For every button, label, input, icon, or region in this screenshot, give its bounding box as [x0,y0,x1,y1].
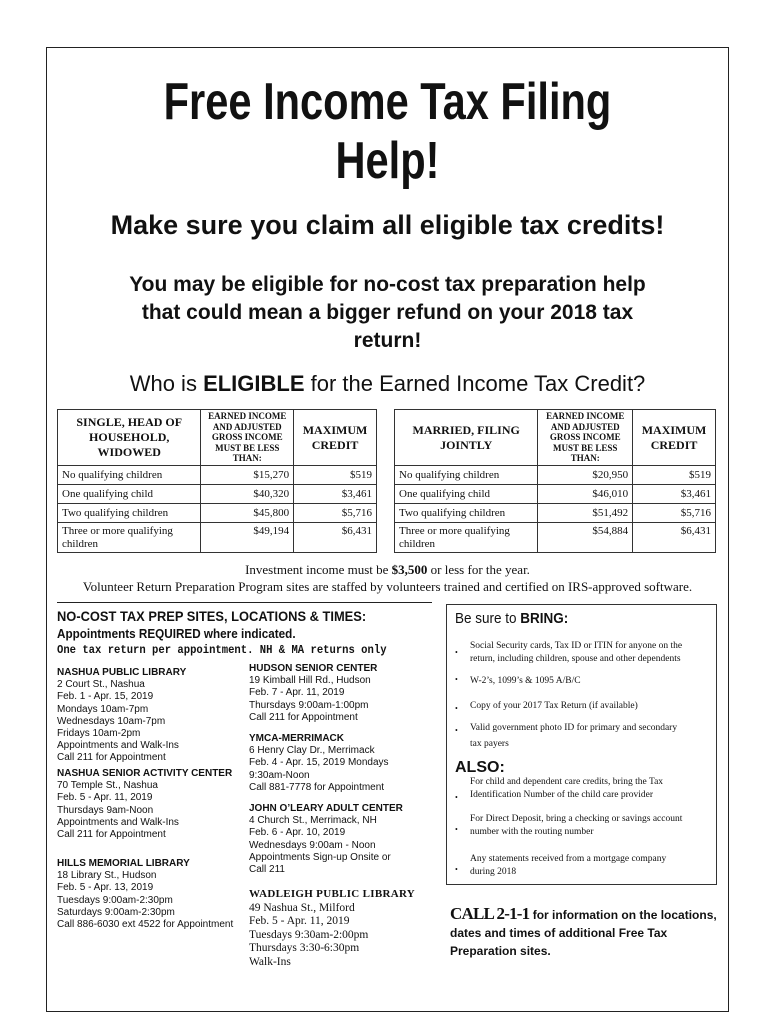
site-dates: Feb. 4 - Apr. 15, 2019 Mondays [249,757,389,769]
intro-line-2: that could mean a bigger refund on your 2018 tax [141,301,634,324]
bullet-icon: • [455,704,458,713]
site-ymca-merrimack [249,733,389,794]
site-hours: Thursdays 3:30-6:30pm [249,942,360,955]
header-filing-status: MARRIED, FILING JOINTLY [395,410,538,466]
row-label: No qualifying children [395,466,538,485]
site-address: 18 Library St., Hudson [57,870,157,882]
table-row [58,504,377,523]
volunteer-note: Volunteer Return Preparation Program sites are staffed by volunteers trained and certified on IRS-approved software. [82,579,693,594]
bullet-icon: • [455,726,458,735]
site-address: 19 Kimball Hill Rd., Hudson [249,675,371,687]
investment-income-note: Investment income must be $3,500 or less for the year. [245,562,530,577]
header-filing-status: SINGLE, HEAD OF HOUSEHOLD, WIDOWED [58,410,201,466]
site-note: Call 881-7778 for Appointment [249,781,385,793]
row-label: Three or more qualifying children [395,523,538,553]
site-hours: 9:30am-Noon [249,769,310,781]
site-hours: Fridays 10am-2pm [57,728,141,740]
bring-item-text: return, including children, spouse and other dependents [470,654,681,664]
site-hills-memorial-library [57,858,233,931]
call-211-note: CALL 2-1-1 for information on the locations, dates and times of additional Free Tax Preparation sites. [450,904,717,958]
intro-line-3: return! [353,329,422,352]
bring-item [455,722,717,751]
site-address: 6 Henry Clay Dr., Merrimack [249,745,375,757]
one-return-note: One tax return per appointment. NH & MA returns only [57,643,387,657]
bring-item-text: Social Security cards, Tax ID or ITIN for anyone on the [470,641,683,651]
site-hours: Wednesdays 10am-7pm [57,715,166,727]
site-note: Appointments Sign-up Onsite or [249,851,391,863]
also-item [455,853,717,879]
max-credit: $519 [294,466,377,485]
max-credit: $6,431 [294,523,377,553]
site-address: 4 Church St., Merrimack, NH [249,815,377,827]
income-limit: $46,010 [538,485,633,504]
site-name: YMCA-MERRIMACK [249,733,344,744]
bring-item [455,640,717,666]
bullet-icon: • [455,865,458,874]
intro-line-1: You may be eligible for no-cost tax preparation help [129,273,646,296]
row-label: One qualifying child [395,485,538,504]
header-max-credit: MAXIMUM CREDIT [294,410,377,466]
bring-item-text: W-2’s, 1099’s & 1095 A/B/C [470,676,581,686]
site-note: Appointments and Walk-Ins [57,740,179,752]
site-hours: Tuesdays 9:30am-2:00pm [249,928,369,941]
site-note: Call 211 for Appointment [57,752,166,764]
eitc-table-single [57,409,377,553]
bring-item-text: Copy of your 2017 Tax Return (if available) [470,701,638,711]
site-note: Call 886-6030 ext 4522 for Appointment [57,919,234,931]
table-row [395,466,716,485]
also-item [455,813,717,839]
also-item-text: Any statements received from a mortgage company [470,854,667,864]
site-dates: Feb. 7 - Apr. 11, 2019 [249,687,345,699]
site-nashua-public-library [57,667,186,765]
row-label: Three or more qualifying children [58,523,201,553]
site-dates: Feb. 1 - Apr. 15, 2019 [57,691,154,703]
eligible-emphasis: ELIGIBLE [203,371,305,396]
site-hours: Thursdays 9:00am-1:00pm [249,699,369,711]
bring-item-text: Valid government photo ID for primary and secondary [470,723,678,733]
site-hours: Saturdays 9:00am-2:30pm [57,906,175,918]
bullet-icon: • [455,825,458,834]
max-credit: $3,461 [633,485,716,504]
site-hours: Mondays 10am-7pm [57,703,149,715]
site-dates: Feb. 6 - Apr. 10, 2019 [249,827,346,839]
table-row [395,485,716,504]
site-note: Walk-Ins [249,955,291,968]
table-row [58,466,377,485]
site-address: 49 Nashua St., Milford [249,901,355,914]
max-credit: $519 [633,466,716,485]
site-dates: Feb. 5 - Apr. 11, 2019 [57,792,153,804]
main-title-line1: Free Income Tax Filing [163,73,612,131]
also-item-text: For child and dependent care credits, bring the Tax [470,777,664,787]
eitc-table-married [394,409,716,553]
table-row [58,523,377,553]
income-limit: $15,270 [201,466,294,485]
also-item-text: Identification Number of the child care provider [470,790,654,800]
site-address: 70 Temple St., Nashua [57,780,158,792]
appointments-note: Appointments REQUIRED where indicated. [57,626,296,641]
header-max-credit: MAXIMUM CREDIT [633,410,716,466]
also-heading: ALSO: [455,759,505,776]
section-divider [57,602,432,603]
site-nashua-senior-activity-center [57,768,232,841]
site-hours: Thursdays 9am-Noon [57,804,154,816]
max-credit: $5,716 [633,504,716,523]
site-note: Call 211 for Appointment [57,829,166,841]
site-john-oleary-adult-center [249,803,403,876]
income-limit: $40,320 [201,485,294,504]
header-income-limit: EARNED INCOME AND ADJUSTED GROSS INCOME MUST BE LESS THAN: [201,410,294,466]
site-name: NASHUA SENIOR ACTIVITY CENTER [57,768,233,779]
site-dates: Feb. 5 - Apr. 11, 2019 [249,915,350,928]
bullet-icon: • [455,675,458,684]
site-address: 2 Court St., Nashua [57,679,145,691]
max-credit: $6,431 [633,523,716,553]
site-name: JOHN O’LEARY ADULT CENTER [249,803,403,814]
income-limit: $54,884 [538,523,633,553]
site-name: WADLEIGH PUBLIC LIBRARY [249,888,416,900]
site-note: Call 211 [249,864,285,876]
bring-title-emphasis: BRING: [520,610,569,627]
call-211-number: CALL 2-1-1 [450,904,530,923]
bring-item-text: tax payers [470,739,509,749]
also-item-text: For Direct Deposit, bring a checking or savings account [470,814,683,824]
site-note: Appointments and Walk-Ins [57,816,179,828]
main-title-line2: Help! [335,132,440,190]
subtitle: Make sure you claim all eligible tax credits! [110,210,665,240]
eligibility-question: Who is ELIGIBLE for the Earned Income Tax Credit? [129,371,646,396]
row-label: Two qualifying children [395,504,538,523]
also-item-text: during 2018 [470,867,517,877]
site-wadleigh-public-library [249,888,415,970]
site-hudson-senior-center [249,663,377,724]
income-limit: $49,194 [201,523,294,553]
also-item [455,776,717,802]
table-row [395,523,716,553]
row-label: No qualifying children [58,466,201,485]
income-limit: $20,950 [538,466,633,485]
row-label: Two qualifying children [58,504,201,523]
bring-title: Be sure to BRING: [455,610,569,627]
site-hours: Tuesdays 9:00am-2:30pm [57,894,173,906]
site-note: Call 211 for Appointment [249,711,358,723]
income-limit: $45,800 [201,504,294,523]
table-row [58,485,377,504]
site-name: NASHUA PUBLIC LIBRARY [57,667,187,678]
max-credit: $5,716 [294,504,377,523]
site-name: HILLS MEMORIAL LIBRARY [57,858,190,869]
investment-limit: $3,500 [391,562,428,577]
also-item-text: number with the routing number [470,827,594,837]
max-credit: $3,461 [294,485,377,504]
site-name: HUDSON SENIOR CENTER [249,663,378,674]
site-hours: Wednesdays 9:00am - Noon [249,839,376,851]
sites-heading: NO-COST TAX PREP SITES, LOCATIONS & TIMES: [57,608,367,624]
bring-item [455,700,717,713]
income-limit: $51,492 [538,504,633,523]
table-row [395,504,716,523]
bullet-icon: • [455,648,458,657]
bullet-icon: • [455,793,458,802]
bring-item [455,675,717,688]
site-dates: Feb. 5 - Apr. 13, 2019 [57,882,154,894]
row-label: One qualifying child [58,485,201,504]
header-income-limit: EARNED INCOME AND ADJUSTED GROSS INCOME MUST BE LESS THAN: [538,410,633,466]
